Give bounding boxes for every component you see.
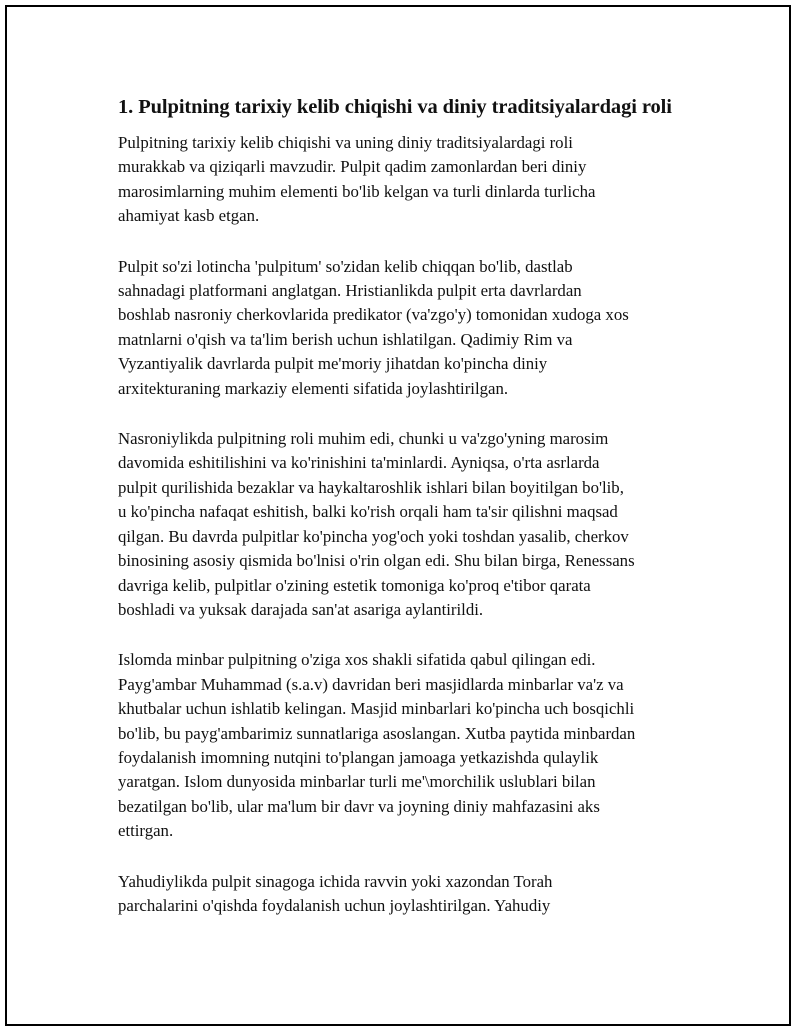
paragraph-4: Islomda minbar pulpitning o'ziga xos shakli sifatida qabul qilingan edi. Payg'ambar Muhammad (s.a.v) davridan beri masjidlarda minbarlar va'z va khutbalar uchun ishlatib kelingan. Masjid minbarlari ko'pincha uch bosqichli bo'lib, bu payg'ambarimiz sunnatlariga asoslangan. Xutba paytida minbardan foydalanish imomning nutqini to'plangan jamoaga yetkazishda qulaylik yaratgan. Islom dunyosida minbarlar turli me'\morchilik uslublari bilan bezatilgan bo'lib, ular ma'lum bir davr va joyning diniy mahfazasini aks ettirgan. <box>118 650 636 841</box>
paragraph-5: Yahudiylikda pulpit sinagoga ichida ravvin yoki xazondan Torah parchalarini o'qishda foydalanish uchun joylashtirilgan. Yahudiy <box>118 871 553 915</box>
paragraph-1: Pulpitning tarixiy kelib chiqishi va uning diniy traditsiyalardagi roli murakkab va qiziqarli mavzudir. Pulpit qadim zamonlardan beri diniy marosimlarning muhim elementi bo'lib kelgan va turli dinlarda turlicha ahamiyat kasb etgan. <box>118 133 596 226</box>
paragraph-3: Nasroniylikda pulpitning roli muhim edi, chunki u va'zgo'yning marosim davomida eshitilishini va ko'rinishini ta'minlardi. Ayniqsa, o'rta asrlarda pulpit qurilishida bezaklar va haykaltaroshlik ishlari bilan boyitilgan bo'lib, u ko'pincha nafaqat eshitish, balki ko'rish orqali ham ta'sir qilishni maqsad qilgan. Bu davrda pulpitlar ko'pincha yog'och yoki toshdan yasalib, cherkov binosining asosiy qismida bo'lnisi o'rin olgan edi. Shu bilan birga, Renessans davriga kelib, pulpitlar o'zining estetik tomoniga ko'proq e'tibor qarata boshladi va yuksak darajada san'at asariga aylantirildi. <box>118 429 635 619</box>
paragraph-2: Pulpit so'zi lotincha 'pulpitum' so'zidan kelib chiqqan bo'lib, dastlab sahnadagi platformani anglatgan. Hristianlikda pulpit erta davrlardan boshlab nasroniy cherkovlarida predikator (va'zgo'y) tomonidan xudoga xos matnlarni o'qish va ta'lim berish uchun ishlatilgan. Qadimiy Rim va Vyzantiyalik davrlarda pulpit me'moriy jihatdan ko'pincha diniy arxitekturaning markaziy elementi sifatida joylashtirilgan. <box>118 256 629 398</box>
document-body <box>118 93 690 944</box>
section-heading: 1. Pulpitning tarixiy kelib chiqishi va diniy traditsiyalardagi roli <box>118 96 672 118</box>
